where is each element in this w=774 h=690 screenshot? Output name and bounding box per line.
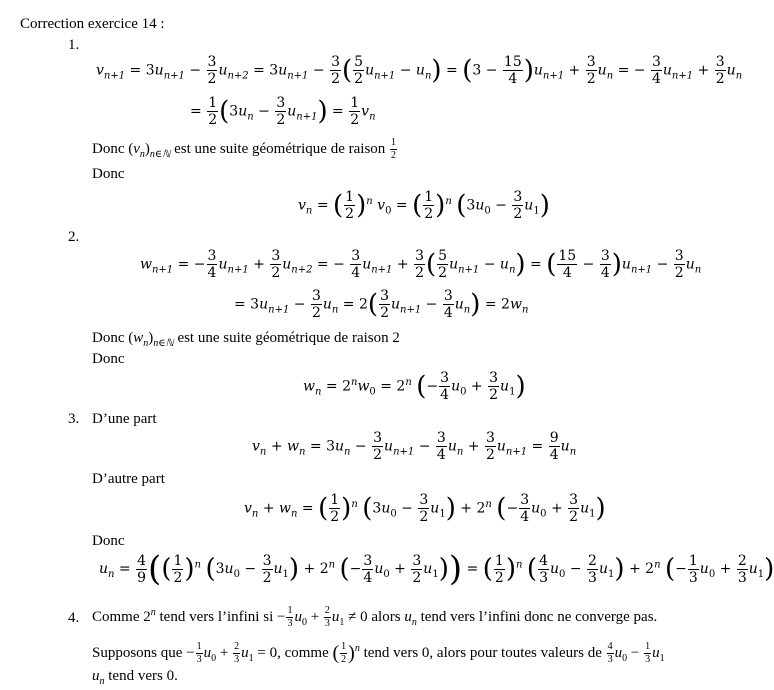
item-1-equation-result: $v_n$ = ( $\frac{1}{2}$ )$^n$ $v_0$ = ( $\frac{1}{2}$ )$^n$ ($3u_0$ − $\frac{3}{2}$ $u_1$) (298, 189, 550, 222)
item-3-equation-sum: $v_n + w_n = 3u_n$ − $\frac{3}{2}$ $u_{n+1}$ − $\frac{3}{4}$ $u_n$ + $\frac{3}{2}$ $u_{n+1}$ = $\frac{9}{4}$ $u_n$ (252, 430, 577, 463)
item-3-donc: Donc (92, 533, 125, 549)
item-3-equation-un: $u_n$ = $\frac{4}{9}$ (( $\frac{1}{2}$ )$^n$ ($3u_0$ − $\frac{3}{2}$ $u_1) + 2^n$ (− $\frac{3}{4}$ $u_0$ + $\frac{3}{2}$ $u_1$)) = ( $\frac{1}{2}$ )$^n$ ( $\frac{4}{3}$ $u_0$ − $\frac{2}{3}$ $u_1) + 2^n$ (− $\frac{1}{3}$ $u_0$ + $\frac{2}{3}$ $u_1$) (99, 549, 774, 589)
item-1-donc: Donc (92, 166, 125, 182)
item-3-number: 3. (68, 411, 80, 427)
item-2-donc: Donc (92, 351, 125, 367)
item-2-equation-line1: $w_{n+1}$ = − $\frac{3}{4}$ $u_{n+1}$ + $\frac{3}{2}$ $u_{n+2}$ = − $\frac{3}{4}$ $u_{n+1}$ + $\frac{3}{2}$ ( $\frac{5}{2}$ $u_{n+1} - u_n$) = ( $\frac{15}{4}$ − $\frac{3}{4}$ )$u_{n+1}$ − $\frac{3}{2}$ $u_n$ (140, 248, 702, 281)
item-3-intro2: D’autre part (92, 471, 165, 487)
item-1-conclusion: Donc $(v_n)_{n\in ℕ}$ est une suite géométrique de raison $\frac{1}{2}$ (92, 137, 397, 161)
item-3-intro: D’une part (92, 411, 157, 427)
item-4-number: 4. (68, 610, 80, 626)
item-2-number: 2. (68, 229, 80, 245)
page-title: Correction exercice 14 : (20, 16, 165, 32)
item-4-line1: Comme 2$^n$ tend vers l’infini si − $\frac{1}{3}$ $u_0$ + $\frac{2}{3}$ $u_1 \ne 0$ alors $u_n$ tend vers l’infini donc ne converge pas. (92, 605, 658, 629)
item-2-equation-result: $w_n = 2^nw_0 = 2^n$ (− $\frac{3}{4}$ $u_0$ + $\frac{3}{2}$ $u_1$) (303, 370, 526, 403)
item-4-line2: Supposons que − $\frac{1}{3}$ $u_0$ + $\frac{2}{3}$ $u_1 = 0$, comme ( $\frac{1}{2}$ )$^n$ tend vers 0, alors pour toutes valeurs de $\frac{4}{3}$ $u_0$ − $\frac{1}{3}$ $u_1$ (92, 641, 665, 665)
item-1-equation-line1: $v_{n+1} = 3u_{n+1}$ − $\frac{3}{2}$ $u_{n+2} = 3u_{n+1}$ − $\frac{3}{2}$ ( $\frac{5}{2}$ $u_{n+1} - u_n) = (3$ − $\frac{15}{4}$ )$u_{n+1}$ + $\frac{3}{2}$ $u_n$ = − $\frac{3}{4}$ $u_{n+1}$ + $\frac{3}{2}$ $u_n$ (96, 54, 743, 87)
item-1-equation-line2: = $\frac{1}{2}$ ($3u_n$ − $\frac{3}{2}$ $u_{n+1}$) = $\frac{1}{2}$ $v_n$ (190, 95, 376, 128)
item-2-equation-line2: = $3u_{n+1}$ − $\frac{3}{2}$ $u_n = 2$( $\frac{3}{2}$ $u_{n+1}$ − $\frac{3}{4}$ $u_n) = 2w_n$ (234, 288, 529, 321)
item-2-conclusion: Donc $(w_n)_{n\in ℕ}$ est une suite géométrique de raison 2 (92, 330, 400, 349)
item-1-number: 1. (68, 37, 80, 53)
item-3-equation-sum2: $v_n + w_n$ = ( $\frac{1}{2}$ )$^n$ ($3u_0$ − $\frac{3}{2}$ $u_1) + 2^n$ (− $\frac{3}{4}$ $u_0$ + $\frac{3}{2}$ $u_1$) (244, 492, 606, 525)
item-4-line3: $u_n$ tend vers 0. (92, 668, 178, 687)
